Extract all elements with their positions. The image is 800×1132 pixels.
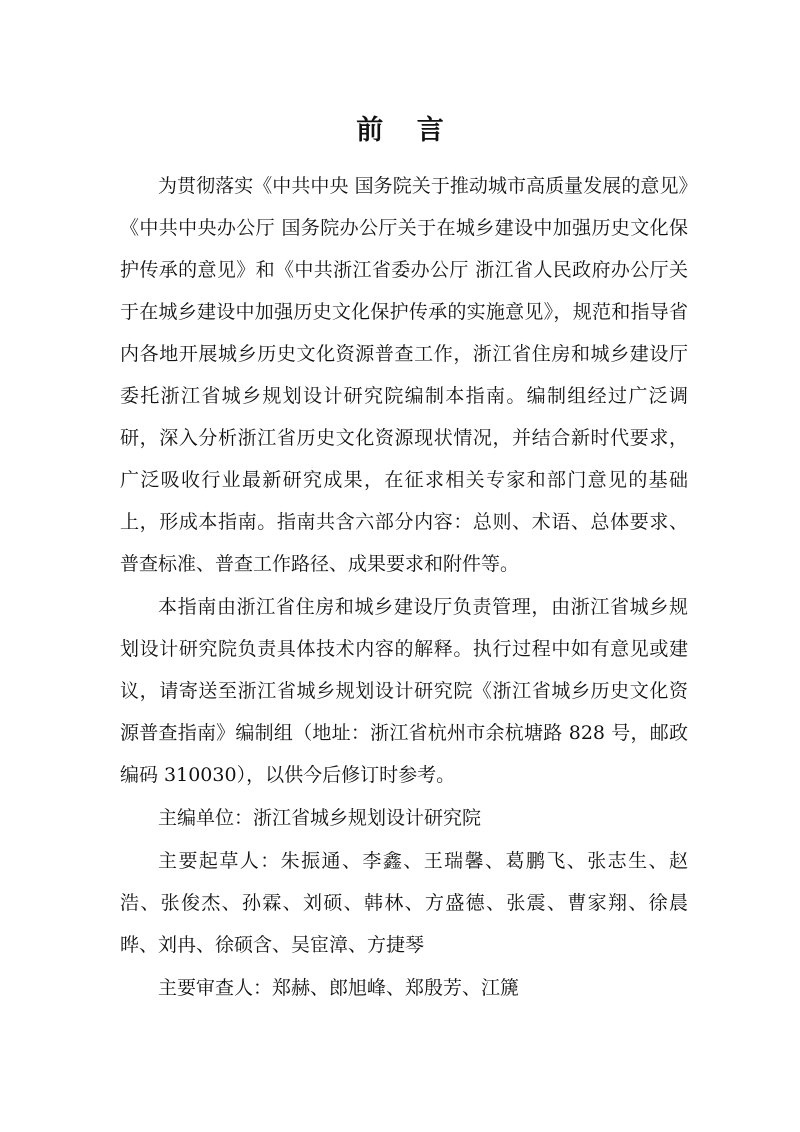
paragraph-purpose: 为贯彻落实《中共中央 国务院关于推动城市高质量发展的意见》《中共中央办公厅 国务院办公厅关于在城乡建设中加强历史文化保护传承的意见》和《中共浙江省委办公厅 浙江省人民政府办公厅关于在城乡建设中加强历史文化保护传承的实施意见》，规范和指导省内各地开展城乡历史文化资源普查工作，浙江省住房和城乡建设厅委托浙江省城乡规划设计研究院编制本指南。编制组经过广泛调研，深入分析浙江省历史文化资源现状情况，并结合新时代要求，广泛吸收行业最新研究成果，在征求相关专家和部门意见的基础上，形成本指南。指南共含六部分内容：总则、术语、总体要求、普查标准、普查工作路径、成果要求和附件等。 — [120, 175, 688, 575]
document-body — [120, 165, 688, 1010]
paragraph-main-drafters: 主要起草人：朱振通、李鑫、王瑞馨、葛鹏飞、张志生、赵浩、张俊杰、孙霖、刘硕、韩林、方盛德、张震、曹家翔、徐晨晔、刘冉、徐硕含、吴宦漳、方捷琴 — [120, 850, 688, 956]
paragraph-management: 本指南由浙江省住房和城乡建设厅负责管理，由浙江省城乡规划设计研究院负责具体技术内容的解释。执行过程中如有意见或建议，请寄送至浙江省城乡规划设计研究院《浙江省城乡历史文化资源普查指南》编制组（地址：浙江省杭州市余杭塘路 828 号，邮政编码 310030），以供今后修订时参考。 — [120, 596, 688, 786]
paragraph-chief-editor-unit: 主编单位：浙江省城乡规划设计研究院 — [158, 807, 482, 829]
paragraph-main-reviewers: 主要审查人：郑赫、郎旭峰、郑殷芳、江篪 — [158, 977, 520, 999]
page-title: 前 言 — [356, 115, 456, 146]
